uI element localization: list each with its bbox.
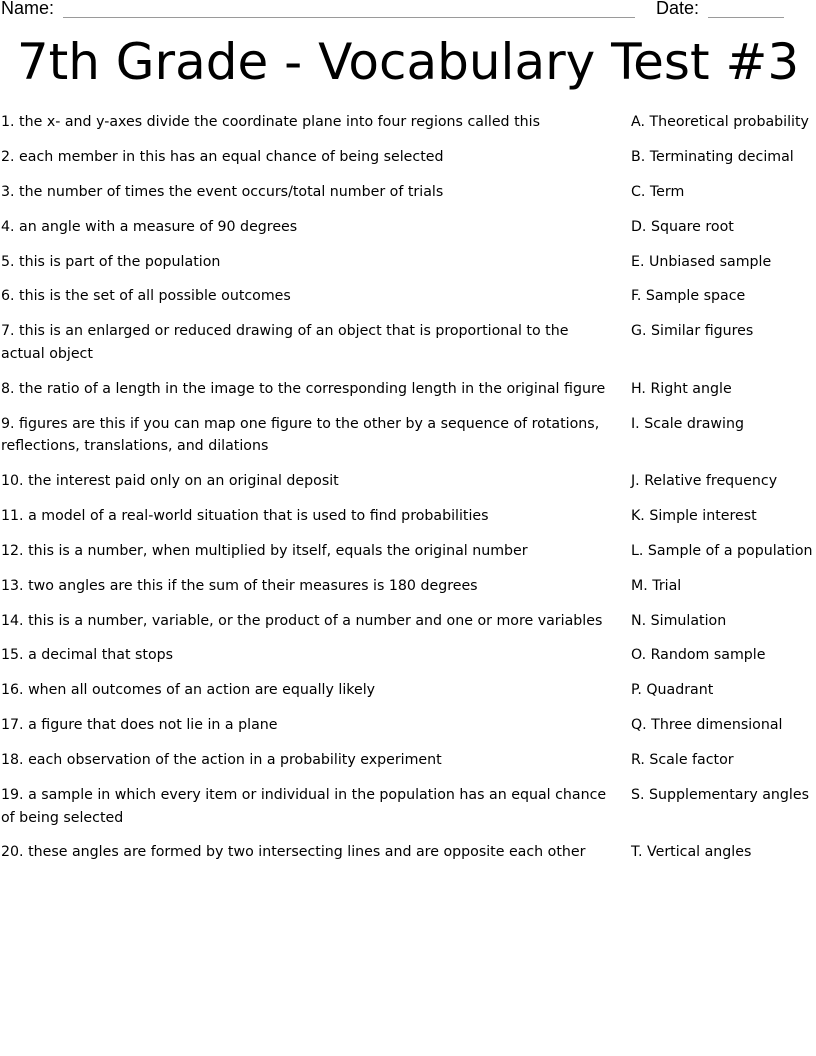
term-option: C. Term	[631, 183, 685, 200]
term-option: S. Supplementary angles	[631, 787, 809, 804]
term-option: N. Simulation	[631, 612, 727, 629]
definition-text: 3. the number of times the event occurs/total number of trials	[1, 183, 444, 200]
definition-text: 7. this is an enlarged or reduced drawing of an object that is proportional to the actual object	[1, 323, 569, 362]
vocab-row	[0, 841, 816, 864]
definition-text: 16. when all outcomes of an action are equally likely	[1, 682, 376, 699]
name-blank-line	[63, 17, 635, 18]
term-option: E. Unbiased sample	[631, 253, 772, 270]
vocab-row	[0, 505, 816, 528]
vocab-row	[0, 714, 816, 737]
vocabulary-list	[0, 111, 816, 876]
vocab-row	[0, 470, 816, 493]
name-label: Name:	[1, 0, 55, 18]
vocab-row	[0, 784, 816, 829]
vocab-row	[0, 540, 816, 563]
term-option: D. Square root	[631, 218, 734, 235]
page-title: 7th Grade - Vocabulary Test #3	[16, 33, 800, 91]
definition-text: 14. this is a number, variable, or the product of a number and one or more variables	[1, 612, 603, 629]
definition-text: 6. this is the set of all possible outcomes	[1, 288, 291, 305]
vocab-row	[0, 378, 816, 401]
term-option: Q. Three dimensional	[631, 717, 783, 734]
definition-text: 12. this is a number, when multiplied by itself, equals the original number	[1, 542, 528, 559]
vocab-row	[0, 251, 816, 274]
name-date-header	[0, 0, 816, 22]
term-option: T. Vertical angles	[631, 844, 752, 861]
definition-text: 1. the x- and y-axes divide the coordinate plane into four regions called this	[1, 114, 540, 130]
definition-text: 5. this is part of the population	[1, 253, 221, 270]
definition-text: 11. a model of a real-world situation that is used to find probabilities	[1, 507, 489, 524]
definition-text: 18. each observation of the action in a probability experiment	[1, 752, 442, 769]
vocab-row	[0, 610, 816, 633]
date-blank-line	[708, 17, 784, 18]
vocab-row	[0, 146, 816, 169]
vocab-row	[0, 320, 816, 365]
vocab-row	[0, 216, 816, 239]
term-option: R. Scale factor	[631, 752, 734, 769]
definition-text: 15. a decimal that stops	[1, 647, 174, 664]
definition-text: 13. two angles are this if the sum of their measures is 180 degrees	[1, 577, 478, 594]
vocab-row	[0, 181, 816, 204]
vocab-row	[0, 644, 816, 667]
term-option: M. Trial	[631, 577, 682, 594]
definition-text: 4. an angle with a measure of 90 degrees	[1, 218, 298, 235]
date-label: Date:	[656, 0, 700, 18]
definition-text: 9. figures are this if you can map one figure to the other by a sequence of rotations, reflections, translations, and dilations	[1, 415, 600, 455]
vocab-row	[0, 111, 816, 134]
term-option: G. Similar figures	[631, 323, 754, 340]
term-option: F. Sample space	[631, 288, 746, 305]
term-option: L. Sample of a population	[631, 542, 813, 559]
term-option: K. Simple interest	[631, 507, 757, 524]
vocab-row	[0, 679, 816, 702]
term-option: J. Relative frequency	[631, 473, 778, 490]
definition-text: 20. these angles are formed by two intersecting lines and are opposite each other	[1, 844, 586, 861]
vocab-row	[0, 285, 816, 308]
term-option: I. Scale drawing	[631, 415, 744, 432]
vocab-row	[0, 575, 816, 598]
definition-text: 17. a figure that does not lie in a plane	[1, 717, 278, 734]
term-option: H. Right angle	[631, 380, 732, 397]
definition-text: 8. the ratio of a length in the image to the corresponding length in the original figure	[1, 380, 606, 397]
vocab-row	[0, 413, 816, 458]
term-option: A. Theoretical probability	[631, 114, 809, 130]
term-option: P. Quadrant	[631, 682, 714, 699]
term-option: B. Terminating decimal	[631, 148, 794, 165]
definition-text: 10. the interest paid only on an original deposit	[1, 473, 339, 490]
vocab-row	[0, 749, 816, 772]
term-option: O. Random sample	[631, 647, 766, 664]
definition-text: 19. a sample in which every item or individual in the population has an equal chance of being selected	[1, 787, 607, 826]
definition-text: 2. each member in this has an equal chance of being selected	[1, 148, 444, 165]
